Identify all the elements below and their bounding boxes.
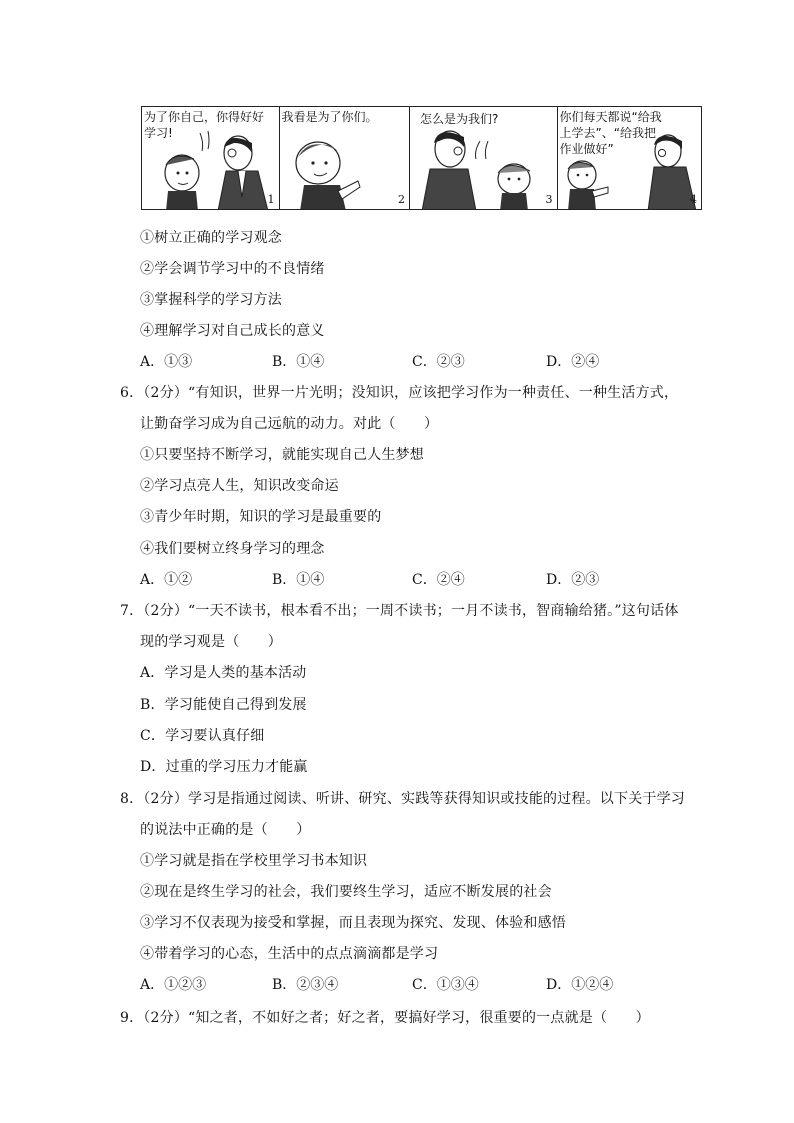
q8-option-a[interactable]: A．①②③ (140, 977, 207, 993)
q6-item-1: ①只要坚持不断学习，就能实现自己人生梦想 (140, 447, 424, 463)
q6-option-c[interactable]: C．②④ (412, 572, 465, 588)
q5-item-1: ①树立正确的学习观念 (140, 230, 282, 246)
comic-panel-4 (558, 107, 701, 209)
q8-item-3: ③学习不仅表现为接受和掌握，而且表现为探究、发现、体验和感悟 (140, 915, 566, 931)
q7-stem-line-2: 现的学习观是（ ） (140, 634, 282, 650)
caption-line: 学习! (144, 126, 173, 140)
q5-item-4: ④理解学习对自己成长的意义 (140, 323, 325, 339)
q7-stem-line-1: 7．（2分）“一天不读书，根本看不出；一周不读书；一月不读书，智商输给猪。”这句话体 (120, 603, 679, 619)
q8-item-4: ④带着学习的心态，生活中的点点滴滴都是学习 (140, 946, 439, 962)
comic-panel-2 (280, 107, 411, 209)
comic-caption-1 (144, 109, 264, 141)
q5-option-a[interactable]: A．①③ (140, 354, 193, 370)
q6-item-4: ④我们要树立终身学习的理念 (140, 541, 325, 557)
q6-item-3: ③青少年时期，知识的学习是最重要的 (140, 509, 382, 525)
q8-option-d[interactable]: D．①②④ (546, 977, 614, 993)
panel-number: 2 (398, 193, 406, 206)
q8-stem-line-2: 的说法中正确的是（ ） (140, 822, 311, 838)
q6-option-d[interactable]: D．②③ (546, 572, 600, 588)
q7-choice-c[interactable]: C．学习要认真仔细 (140, 728, 265, 744)
q5-item-2: ②学会调节学习中的不良情绪 (140, 261, 325, 277)
q5-option-d[interactable]: D．②④ (546, 354, 600, 370)
q7-choice-d[interactable]: D．过重的学习压力才能赢 (140, 759, 308, 775)
q8-item-1: ①学习就是指在学校里学习书本知识 (140, 853, 368, 869)
comic-panel-3 (410, 107, 557, 209)
q6-option-a[interactable]: A．①② (140, 572, 193, 588)
panel-number: 1 (267, 193, 275, 206)
q6-stem-line-2: 让勤奋学习成为自己远航的动力。对此（ ） (140, 416, 439, 432)
panel-number: 3 (545, 193, 553, 206)
q8-stem-line-1: 8．（2分）学习是指通过阅读、听讲、研究、实践等获得知识或技能的过程。以下关于学习 (120, 791, 686, 807)
q8-option-b[interactable]: B．②③④ (272, 977, 339, 993)
q7-choice-a[interactable]: A．学习是人类的基本活动 (140, 665, 307, 681)
q7-choice-b[interactable]: B．学习能使自己得到发展 (140, 697, 307, 713)
comic-strip (141, 106, 702, 210)
comic-caption-4 (560, 109, 662, 157)
q6-item-2: ②学习点亮人生，知识改变命运 (140, 478, 339, 494)
q5-item-3: ③掌握科学的学习方法 (140, 292, 282, 308)
caption-line: 上学去”、“给我把 (559, 126, 656, 140)
caption-line: 为了你自己，你得好好 (144, 110, 265, 124)
comic-panel-1 (142, 107, 280, 209)
q5-option-c[interactable]: C．②③ (412, 354, 465, 370)
q8-item-2: ②现在是终生学习的社会，我们要终生学习，适应不断发展的社会 (140, 884, 552, 900)
panel-number: 4 (690, 193, 697, 206)
q6-stem-line-1: 6．（2分）“有知识，世界一片光明；没知识，应该把学习作为一种责任、一种生活方式， (120, 385, 679, 401)
q8-option-c[interactable]: C．①③④ (412, 977, 479, 993)
q9-stem-line-1: 9．（2分）“知之者，不如好之者；好之者，要搞好学习，很重要的一点就是（ ） (120, 1010, 650, 1026)
caption-line: 我看是为了你们。 (281, 110, 378, 124)
caption-line: 你们每天都说“给我 (559, 110, 662, 124)
q6-option-b[interactable]: B．①④ (272, 572, 325, 588)
caption-line: 作业做好” (559, 142, 614, 156)
q5-option-b[interactable]: B．①④ (272, 354, 325, 370)
caption-line: 怎么是为我们? (420, 112, 499, 126)
comic-caption-2 (282, 109, 378, 125)
comic-caption-3 (420, 111, 498, 127)
